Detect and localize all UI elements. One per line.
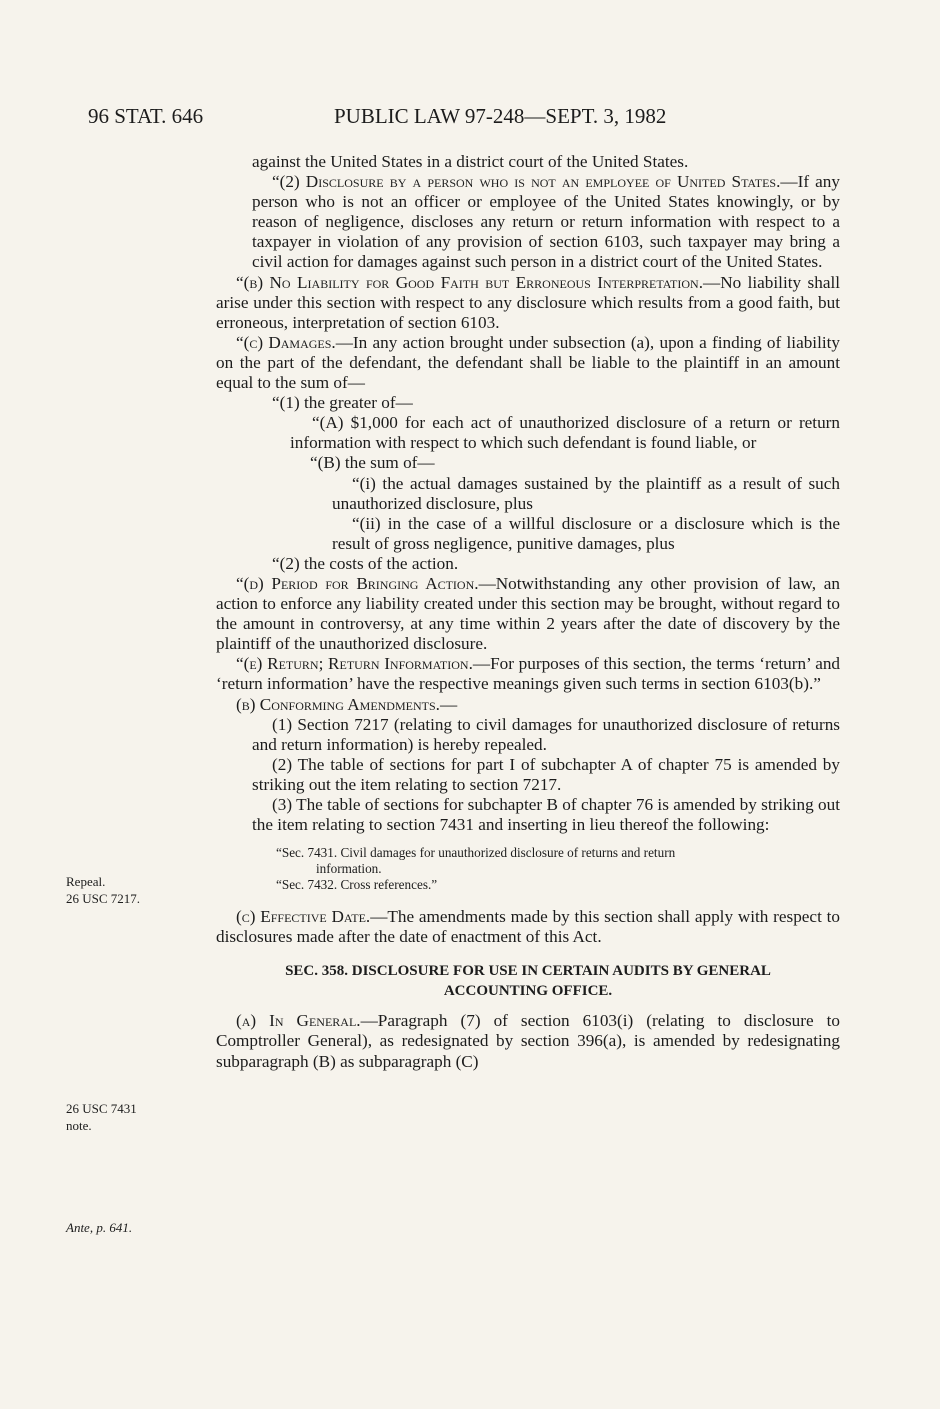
table-of-sections (276, 845, 840, 893)
paragraph-text: —For purposes of this section, the terms ‘return’ and ‘return information’ have the respective meanings given such terms in section 6103(b).” (216, 654, 841, 694)
paragraph-heading: “(b) No Liability for Good Faith but Erroneous Interpretation. (236, 272, 703, 292)
running-header (88, 104, 728, 134)
margin-note-usc (66, 1100, 186, 1134)
paragraph-heading: “(d) Period for Bringing Action. (236, 573, 479, 593)
paragraph (216, 574, 840, 654)
subsection-heading: (b) Conforming Amendments.— (236, 694, 458, 714)
paragraph-heading: “(c) Damages. (236, 332, 336, 352)
paragraph (216, 654, 840, 694)
paragraph: against the United States in a district court of the United States. (252, 152, 689, 171)
paragraph-text: —The amendments made by this section shall apply with respect to disclosures made after the date of enactment of this Act. (216, 907, 840, 947)
paragraph (216, 273, 840, 333)
paragraph: “(i) the actual damages sustained by the plaintiff as a result of such unauthorized disclosure, plus (332, 473, 840, 513)
margin-note-line: 26 USC 7217. (66, 891, 141, 906)
paragraph-text: —Paragraph (7) of section 6103(i) (relating to disclosure to Comptroller General), as redesignated by section 396(a), is amended by redesignating subparagraph (B) as subparagraph (C) (216, 1011, 840, 1071)
paragraph: “(B) the sum of— (310, 453, 435, 473)
paragraph: “(1) the greater of— (272, 393, 413, 413)
paragraph: (2) The table of sections for part I of subchapter A of chapter 75 is amended by striking out the item relating to section 7217. (252, 754, 840, 794)
margin-note-line: note. (66, 1118, 92, 1133)
paragraph-heading: (a) In General. (236, 1011, 361, 1031)
public-law-title: PUBLIC LAW 97-248—SEPT. 3, 1982 (334, 104, 667, 128)
table-entry: “Sec. 7432. Cross references.” (276, 877, 438, 893)
paragraph: “(2) the costs of the action. (272, 553, 459, 573)
table-entry-continued: information. (316, 861, 382, 877)
paragraph: (1) Section 7217 (relating to civil damages for unauthorized disclosure of returns and return information) is hereby repealed. (252, 714, 840, 754)
paragraph (216, 333, 840, 393)
margin-note-line: Repeal. (66, 874, 106, 889)
paragraph-text: —Notwithstanding any other provision of law, an action to enforce any liability created under this section may be brought, without regard to the amount in controversy, at any time within 2 years after the date of discovery by the plaintiff of the unauthorized disclosure. (216, 573, 840, 654)
paragraph: (3) The table of sections for subchapter B of chapter 76 is amended by striking out the item relating to section 7431 and inserting in lieu thereof the following: (252, 795, 840, 835)
paragraph-text: —In any action brought under subsection (a), upon a finding of liability on the part of the defendant, the defendant shall be liable to the plaintiff in an amount equal to the sum of— (216, 332, 840, 393)
paragraph: “(ii) in the case of a willful disclosure or a disclosure which is the result of gross negligence, punitive damages, plus (332, 513, 840, 553)
paragraph-heading: “(e) Return; Return Information. (236, 654, 473, 674)
paragraph (252, 172, 840, 272)
body-text (216, 152, 840, 1072)
paragraph: “(A) $1,000 for each act of unauthorized disclosure of a return or return information with respect to which such defendant is found liable, or (290, 413, 840, 453)
paragraph (216, 907, 840, 947)
statute-page-number: 96 STAT. 646 (88, 104, 204, 128)
paragraph-heading: (c) Effective Date. (236, 907, 371, 927)
paragraph (216, 1011, 840, 1071)
margin-note-ante: Ante, p. 641. (66, 1220, 133, 1235)
table-entry: “Sec. 7431. Civil damages for unauthorized disclosure of returns and return (276, 845, 676, 861)
paragraph-heading: “(2) Disclosure by a person who is not an employee of United States. (272, 172, 781, 192)
section-title: ACCOUNTING OFFICE. (443, 983, 613, 1000)
margin-note-repeal (66, 873, 186, 907)
section-title: SEC. 358. DISCLOSURE FOR USE IN CERTAIN AUDITS BY GENERAL (285, 963, 771, 980)
paragraph-text: —If any person who is not an officer or employee of the United States knowingly, or by reason of negligence, discloses any return or return information with respect to a taxpayer in violation of any provision of section 6103, such taxpayer may bring a civil action for damages against such person in a district court of the United States. (252, 172, 840, 272)
margin-note-line: 26 USC 7431 (66, 1101, 137, 1116)
paragraph-text: —No liability shall arise under this section with respect to any disclosure which results from a good faith, but erroneous, interpretation of section 6103. (216, 272, 840, 332)
